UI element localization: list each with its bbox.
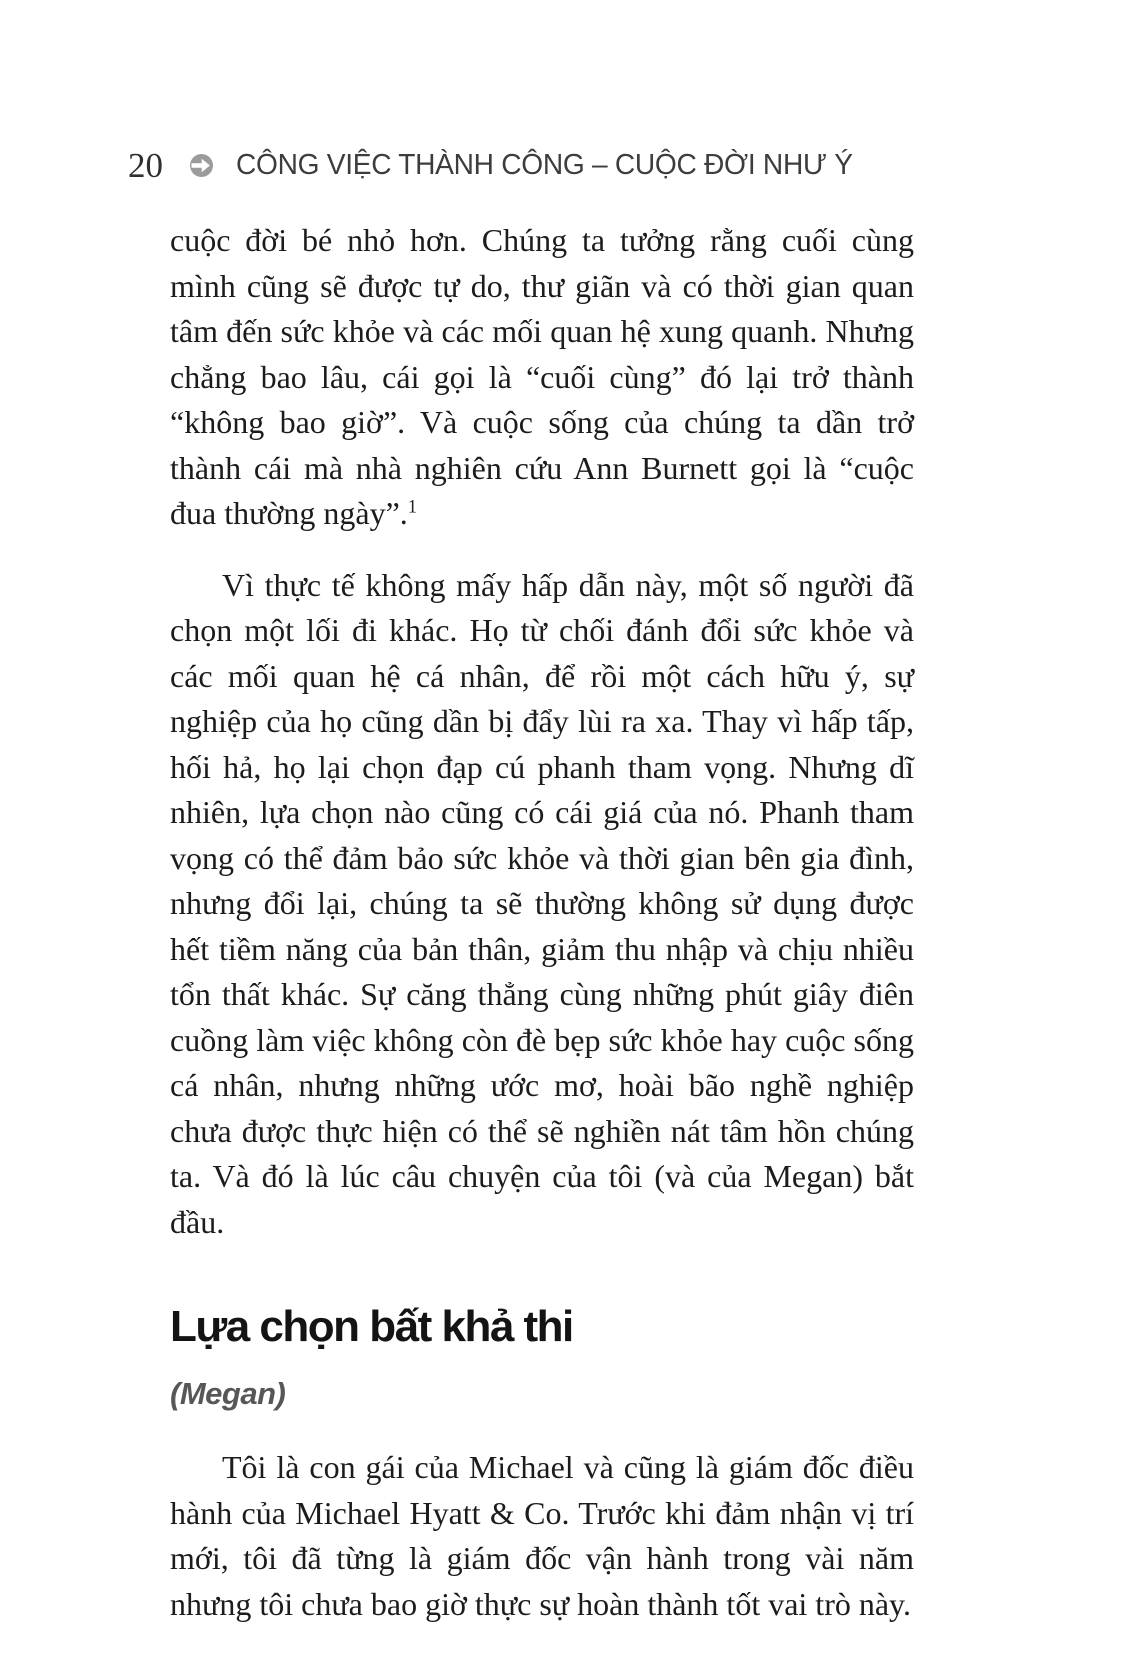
page-content: [170, 218, 914, 1627]
page-number: 20: [128, 146, 163, 185]
book-title: CÔNG VIỆC THÀNH CÔNG – CUỘC ĐỜI NHƯ Ý: [236, 149, 853, 181]
section-body: [170, 1445, 914, 1627]
paragraph-ambition-brake-text: Vì thực tế không mấy hấp dẫn này, một số người đã chọn một lối đi khác. Họ từ chối đánh đổi sức khỏe và các mối quan hệ cá nhân, để rồi một cách hữu ý, sự nghiệp của họ cũng dần bị đẩy lùi ra xa. Thay vì hấp tấp, hối hả, họ lại chọn đạp cú phanh tham vọng. Nhưng dĩ nhiên, lựa chọn nào cũng có cái giá của nó. Phanh tham vọng có thể đảm bảo sức khỏe và thời gian bên gia đình, nhưng đổi lại, chúng ta sẽ thường không sử dụng được hết tiềm năng của bản thân, giảm thu nhập và chịu nhiều tổn thất khác. Sự căng thẳng cùng những phút giây điên cuồng làm việc không còn đè bẹp sức khỏe hay cuộc sống cá nhân, nhưng những ước mơ, hoài bão nghề nghiệp chưa được thực hiện có thể sẽ nghiền nát tâm hồn chúng ta. Và đó là lúc câu chuyện của tôi (và của Megan) bắt đầu.: [170, 566, 914, 1240]
paragraph-megan-intro: [170, 1445, 914, 1627]
paragraph-megan-intro-text: Tôi là con gái của Michael và cũng là giám đốc điều hành của Michael Hyatt & Co. Trước khi đảm nhận vị trí mới, tôi đã từng là giám đốc vận hành trong vài năm nhưng tôi chưa bao giờ thực sự hoàn thành tốt vai trò này.: [170, 1449, 914, 1622]
running-header: [128, 148, 872, 183]
paragraph-continued-text: cuộc đời bé nhỏ hơn. Chúng ta tưởng rằng cuối cùng mình cũng sẽ được tự do, thư giãn và có thời gian quan tâm đến sức khỏe và các mối quan hệ xung quanh. Nhưng chẳng bao lâu, cái gọi là “cuối cùng” đó lại trở thành “không bao giờ”. Và cuộc sống của chúng ta dần trở thành cái mà nhà nghiên cứu Ann Burnett gọi là “cuộc đua thường ngày”.: [170, 222, 914, 531]
section-heading: Lựa chọn bất khả thi: [170, 1302, 573, 1351]
author-note: (Megan): [170, 1376, 286, 1412]
footnote-reference: 1: [407, 496, 418, 518]
arrow-right-circle-icon: [189, 153, 214, 178]
paragraph-ambition-brake: [170, 563, 914, 1246]
paragraph-continued: [170, 218, 914, 537]
